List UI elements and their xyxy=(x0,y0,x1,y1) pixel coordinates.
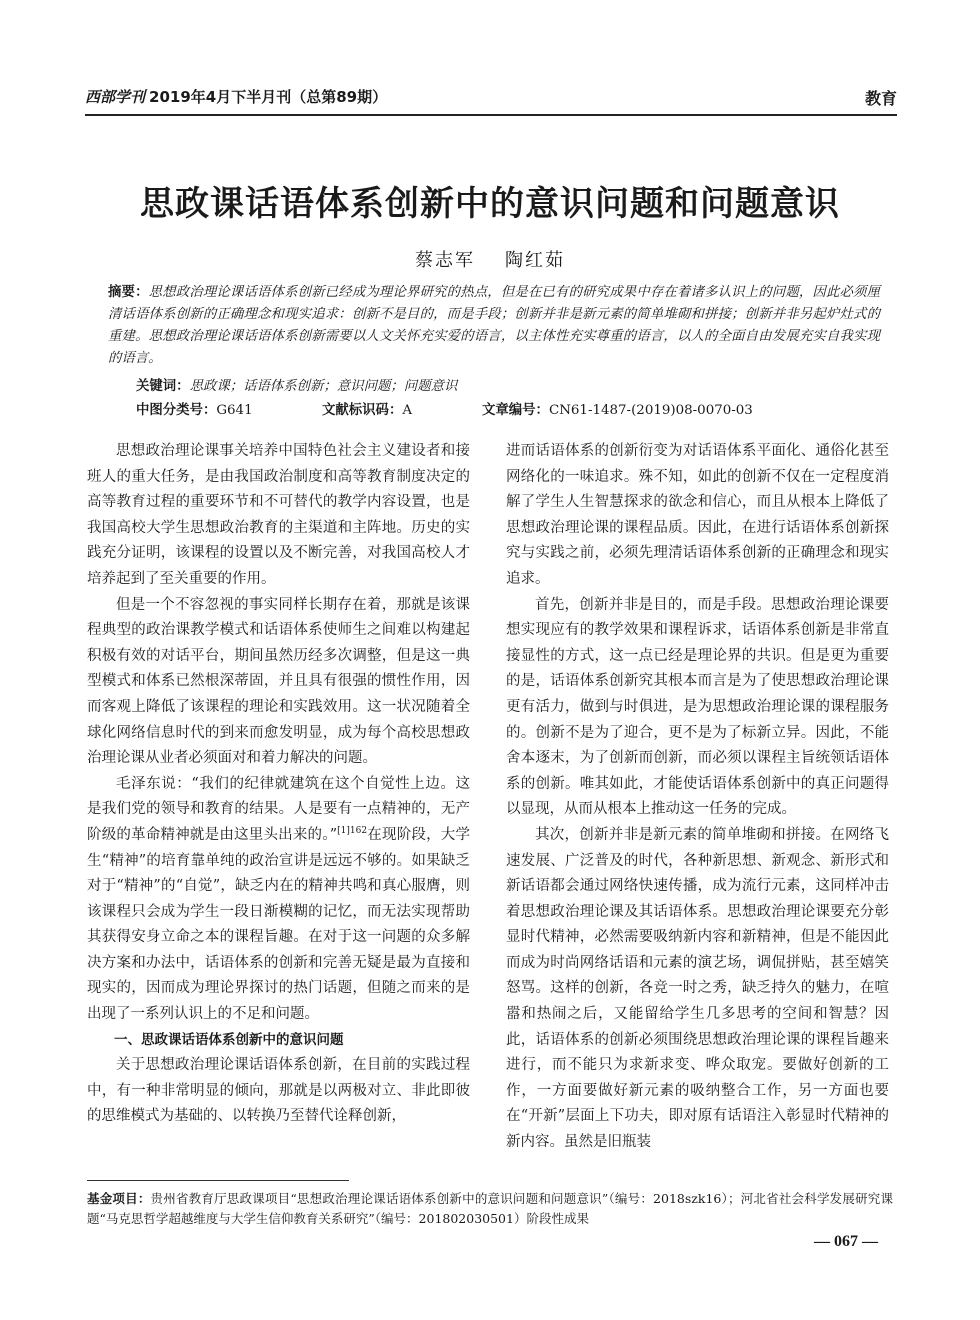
clc-label: 中图分类号： xyxy=(136,403,217,418)
section-name: 教育 xyxy=(864,89,897,108)
body-column-right xyxy=(506,439,889,1156)
footnote-rule xyxy=(87,1180,349,1181)
paragraph xyxy=(87,772,470,1028)
paragraph-text: 在现阶段，大学生“精神”的培育靠单纯的政治宣讲是远远不够的。如果缺乏对于“精神”的“自觉”，缺乏内在的精神共鸣和真心服膺，则该课程只会成为学生一段日渐模糊的记忆，而无法实现帮助其获得安身立命之本的课程旨趣。在对于这一问题的众多解决方案和办法中，话语体系的创新和完善无疑是最为直接和现实的，因而成为理论界探讨的热门话题，但随之而来的是出现了一系列认识上的不足和问题。 xyxy=(87,826,471,1023)
paragraph: 思想政治理论课事关培养中国特色社会主义建设者和接班人的重大任务，是由我国政治制度和高等教育制度决定的高等教育过程的重要环节和不可替代的教学内容设置，也是我国高校大学生思想政治教育的主渠道和主阵地。历史的实践充分证明，该课程的设置以及不断完善，对我国高校人才培养起到了至关重要的作用。 xyxy=(87,443,470,587)
issue-info: 2019年4月下半月刊（总第89期） xyxy=(149,88,388,106)
abstract-label: 摘要： xyxy=(108,285,149,300)
footnote-text: 贵州省教育厅思政课项目“思想政治理论课话语体系创新中的意识问题和问题意识”（编号：2018szk16）；河北省社会科学发展研究课题“马克思哲学超越维度与大学生信仰教育关系研究”（编号：201802030501）阶段性成果 xyxy=(87,1191,893,1226)
doc-code-value: A xyxy=(402,403,413,418)
section-heading: 一、思政课话语体系创新中的意识问题 xyxy=(114,1031,344,1048)
running-header xyxy=(85,86,897,110)
funding-footnote xyxy=(87,1189,893,1229)
paragraph: 关于思想政治理论课话语体系创新，在目前的实践过程中，有一种非常明显的倾向，那就是以两极对立、非此即彼的思维模式为基础的、以转换乃至替代诠释创新， xyxy=(87,1057,470,1125)
author-2: 陶红茹 xyxy=(505,250,565,271)
page-number: — 067 — xyxy=(814,1233,878,1250)
authors xyxy=(0,246,980,272)
citation: [1]162 xyxy=(337,826,368,837)
clc-value: G641 xyxy=(216,403,253,418)
abstract-text: 思想政治理论课话语体系创新已经成为理论界研究的热点，但是在已有的研究成果中存在着诸多认识上的问题，因此必须厘清话语体系创新的正确理念和现实追求：创新不是目的，而是手段；创新并非是新元素的简单堆砌和拼接；创新并非另起炉灶式的重建。思想政治理论课话语体系创新需要以人文关怀充实爱的语言，以主体性充实尊重的语言，以人的全面自由发展充实自我实现的语言。 xyxy=(108,285,880,366)
journal-name: 西部学刊 xyxy=(85,88,146,106)
paragraph: 进而话语体系的创新衍变为对话语体系平面化、通俗化甚至网络化的一味追求。殊不知，如此的创新不仅在一定程度消解了学生人生智慧探求的欲念和信心，而且从根本上降低了思想政治理论课的课程品质。因此，在进行话语体系创新探究与实践之前，必须先理清话语体系创新的正确理念和现实追求。 xyxy=(506,443,889,587)
paragraph: 但是一个不容忽视的事实同样长期存在着，那就是该课程典型的政治课教学模式和话语体系使师生之间难以构建起积极有效的对话平台，期间虽然历经多次调整，但是这一典型模式和体系已然根深蒂固，并且具有很强的惯性作用，因而客观上降低了该课程的理论和实践效用。这一状况随着全球化网络信息时代的到来而愈发明显，成为每个高校思想政治理论课从业者必须面对和着力解决的问题。 xyxy=(87,596,470,767)
article-id xyxy=(482,400,753,422)
clc-number xyxy=(136,400,322,422)
keywords xyxy=(136,376,880,398)
abstract xyxy=(108,282,880,370)
header-rule xyxy=(85,114,897,116)
article-id-value: CN61-1487-(2019)08-0070-03 xyxy=(548,403,753,418)
keywords-label: 关键词： xyxy=(136,379,190,394)
article-id-label: 文章编号： xyxy=(482,403,549,418)
classification-line xyxy=(136,400,880,422)
footnote-label: 基金项目： xyxy=(87,1191,151,1206)
paragraph: 其次，创新并非是新元素的简单堆砌和拼接。在网络飞速发展、广泛普及的时代，各种新思想、新观念、新形式和新话语都会通过网络快速传播，成为流行元素，这同样冲击着思想政治理论课及其话语体系。思想政治理论课要充分彰显时代精神，必然需要吸纳新内容和新精神，但是不能因此而成为时尚网络话语和元素的演艺场，调侃拼贴，甚至嬉笑怒骂。这样的创新，各竞一时之秀，缺乏持久的魅力，在喧嚣和热闹之后，又能留给学生几多思考的空间和智慧？因此，话语体系的创新必须围绕思想政治理论课的课程旨趣来进行，而不能只为求新求变、哗众取宠。要做好创新的工作，一方面要做好新元素的吸纳整合工作，另一方面也要在“开新”层面上下功夫，即对原有话语注入彰显时代精神的新内容。虽然是旧瓶装 xyxy=(506,826,889,1151)
keywords-text: 思政课；话语体系创新；意识问题；问题意识 xyxy=(189,379,458,394)
journal-issue xyxy=(85,86,387,107)
body-column-left xyxy=(87,439,470,1130)
author-1: 蔡志军 xyxy=(415,250,475,271)
article-title: 思政课话语体系创新中的意识问题和问题意识 xyxy=(140,184,840,224)
doc-code xyxy=(322,400,482,422)
quote-text: 毛泽东说：“我们的纪律就建筑在这个自觉性上边。这是我们党的领导和教育的结果。人是要有一点精神的，无产阶级的革命精神就是由这里头出来的。” xyxy=(87,775,470,843)
paragraph: 首先，创新并非是目的，而是手段。思想政治理论课要想实现应有的教学效果和课程诉求，话语体系创新是非常直接显性的方式，这一点已经是理论界的共识。但是更为重要的是，话语体系创新究其根本而言是为了使思想政治理论课更有活力，做到与时俱进，是为思想政治理论课的课程服务的。创新不是为了迎合，更不是为了标新立异。因此，不能舍本逐末，为了创新而创新，而必须以课程主旨统领话语体系的创新。唯其如此，才能使话语体系创新中的真正问题得以显现，从而从根本上推动这一任务的完成。 xyxy=(506,596,889,818)
doc-code-label: 文献标识码： xyxy=(322,403,403,418)
